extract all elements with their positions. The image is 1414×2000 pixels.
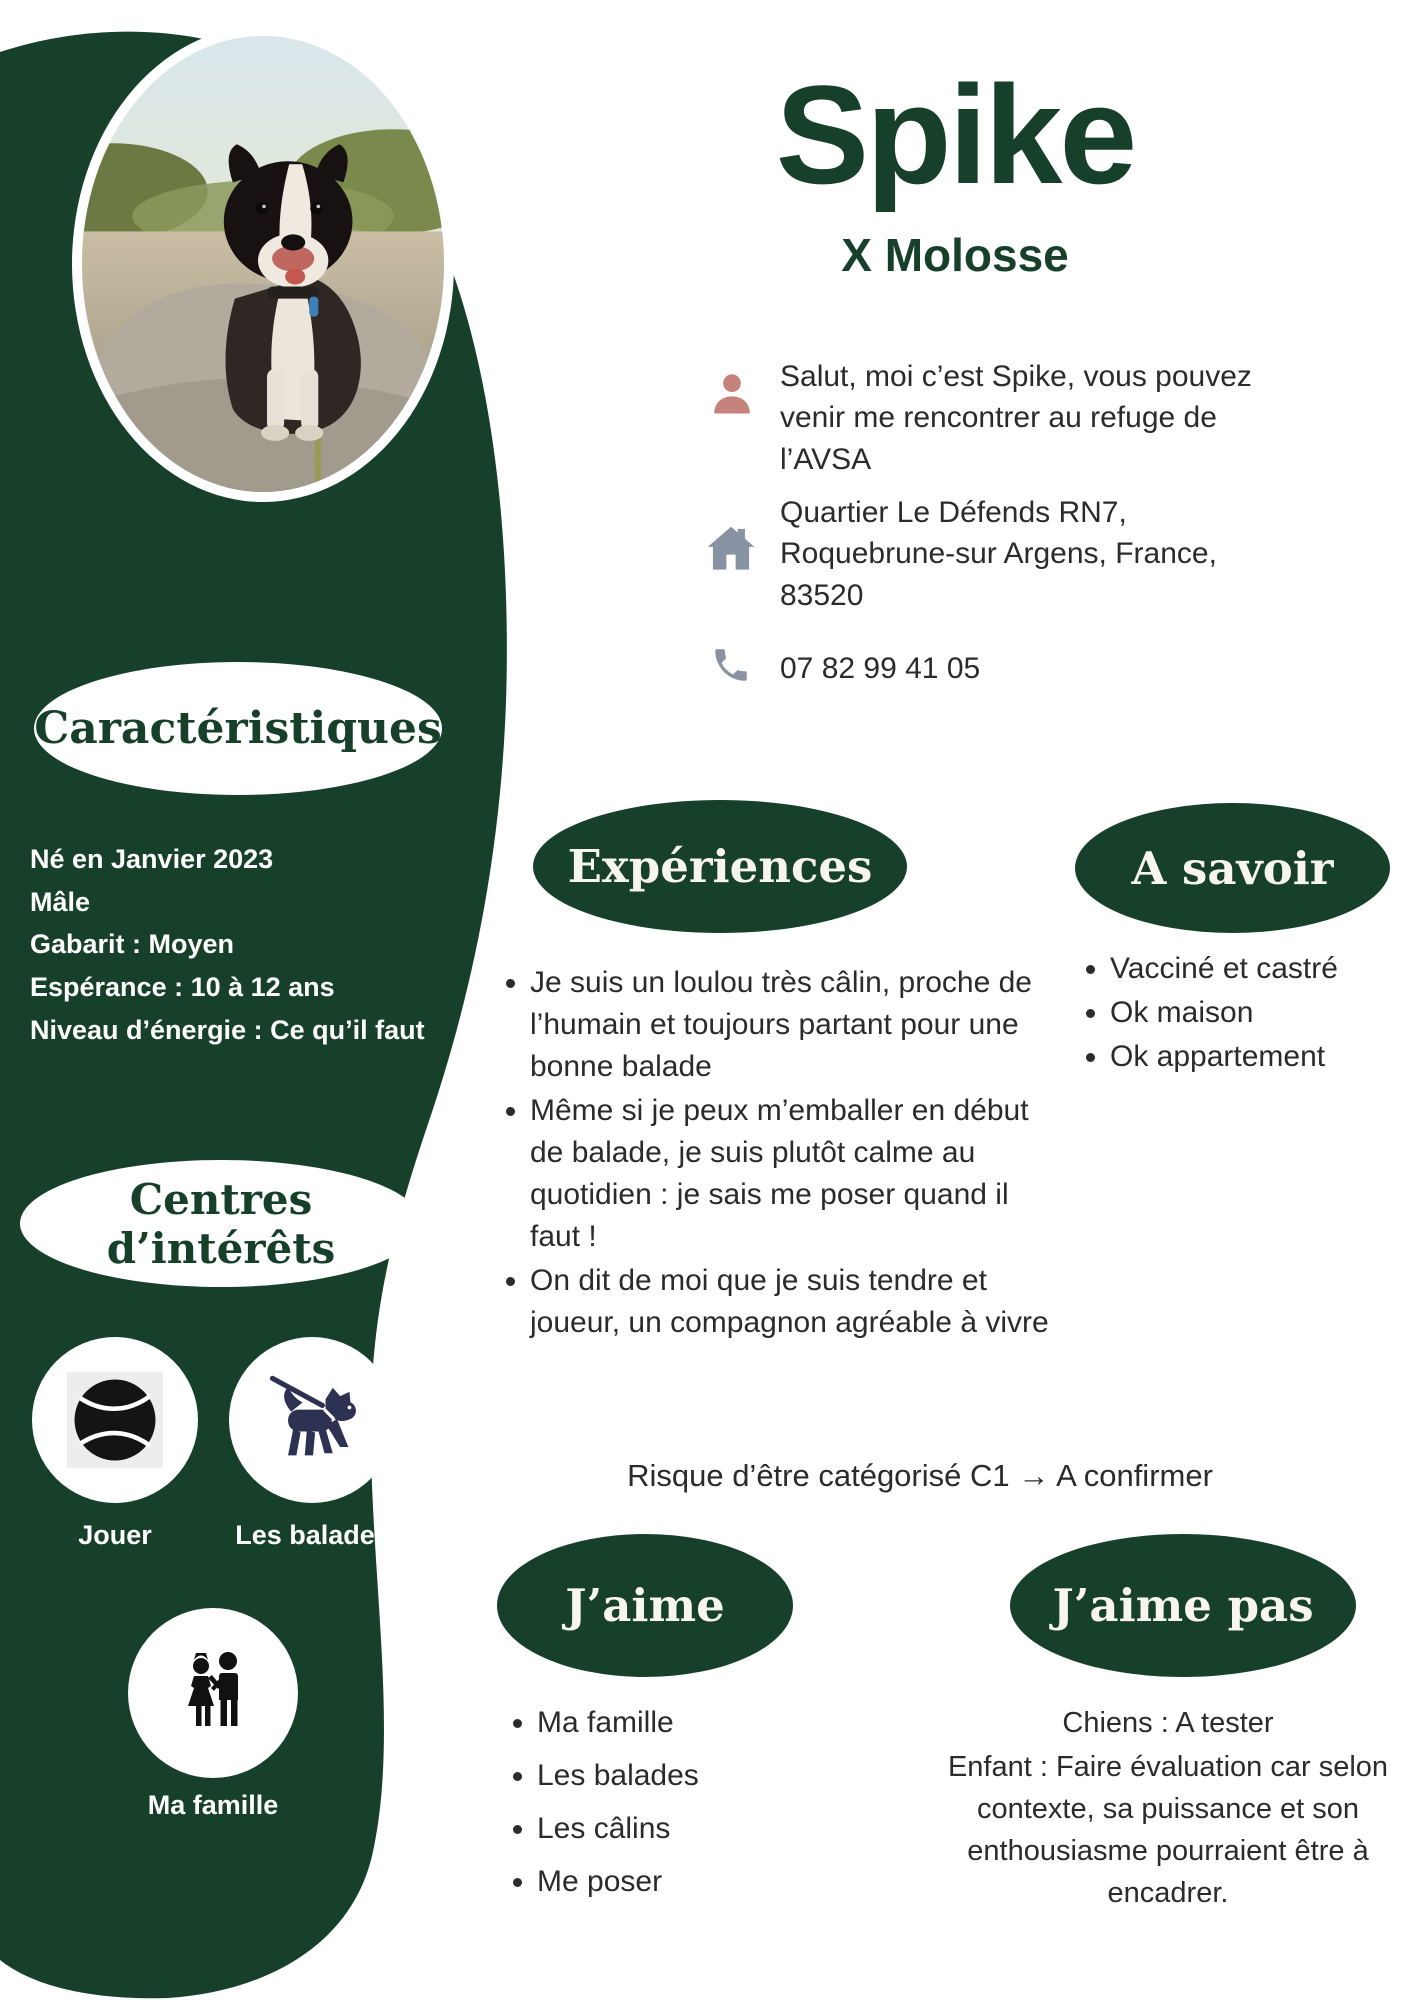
dog-photo-illustration	[82, 36, 444, 492]
dislike-line: Enfant : Faire évaluation car selon contexte, sa puissance et son enthousiasme pourraient être à encadrer.	[947, 1751, 1389, 1910]
interest-circle-balades	[229, 1337, 395, 1503]
contact-intro: Salut, moi c’est Spike, vous pouvez venir me rencontrer au refuge de l’AVSA	[780, 360, 1252, 476]
interests-badge: Centres d’intérêts	[20, 1160, 422, 1287]
interest-label-balades: Les balades	[235, 1520, 390, 1550]
characteristic-item: Mâle	[30, 886, 91, 917]
characteristics-list	[30, 838, 480, 1051]
a-savoir-badge: A savoir	[1075, 803, 1390, 933]
a-savoir-list	[1078, 948, 1408, 1080]
interest-circle-famille	[128, 1608, 298, 1778]
interest-label-jouer: Jouer	[78, 1520, 152, 1550]
dislikes-text	[942, 1702, 1394, 1916]
characteristic-item: Gabarit : Moyen	[30, 929, 235, 960]
experiences-list	[498, 962, 1054, 1346]
dislike-line: Chiens : A tester	[1062, 1707, 1274, 1739]
a-savoir-item: • Vacciné et castré	[1110, 948, 1408, 990]
dog-on-leash-icon	[260, 1368, 364, 1472]
like-item: • Les balades	[537, 1755, 845, 1797]
dog-photo	[72, 26, 454, 502]
contact-phone: 07 82 99 41 05	[780, 652, 981, 685]
phone-icon	[710, 644, 752, 686]
interest-circle-jouer	[32, 1337, 198, 1503]
family-icon	[163, 1643, 263, 1743]
a-savoir-item: • Ok appartement	[1110, 1036, 1408, 1078]
interest-label-famille: Ma famille	[147, 1790, 279, 1820]
house-icon	[700, 518, 762, 580]
characteristic-item: Espérance : 10 à 12 ans	[30, 971, 335, 1002]
like-item: • Me poser	[537, 1861, 845, 1903]
experiences-badge: Expériences	[533, 800, 907, 933]
likes-list	[505, 1702, 845, 1914]
page-title: Spike	[775, 56, 1135, 213]
tennis-ball-icon	[67, 1372, 163, 1468]
experience-item: • Je suis un loulou très câlin, proche de l’humain et toujours partant pour une bonne balade	[530, 962, 1054, 1088]
a-savoir-item: • Ok maison	[1110, 992, 1408, 1034]
likes-badge: J’aime	[497, 1534, 793, 1677]
like-item: • Les câlins	[537, 1808, 845, 1850]
risk-note: Risque d’être catégorisé C1 → A confirmer	[627, 1458, 1213, 1493]
person-icon	[706, 368, 758, 420]
characteristic-item: Né en Janvier 2023	[30, 844, 274, 874]
dislikes-badge: J’aime pas	[1010, 1534, 1356, 1677]
characteristics-badge: Caractéristiques	[34, 662, 442, 795]
experience-item: • Même si je peux m’emballer en début de balade, je suis plutôt calme au quotidien : je sais me poser quand il faut !	[530, 1090, 1054, 1258]
like-item: • Ma famille	[537, 1702, 845, 1744]
experience-item: • On dit de moi que je suis tendre et joueur, un compagnon agréable à vivre	[530, 1260, 1054, 1344]
characteristic-item: Niveau d’énergie : Ce qu’il faut	[30, 1014, 425, 1045]
breed-subtitle: X Molosse	[841, 229, 1069, 281]
contact-address: Quartier Le Défends RN7, Roquebrune-sur Argens, France, 83520	[780, 496, 1217, 612]
